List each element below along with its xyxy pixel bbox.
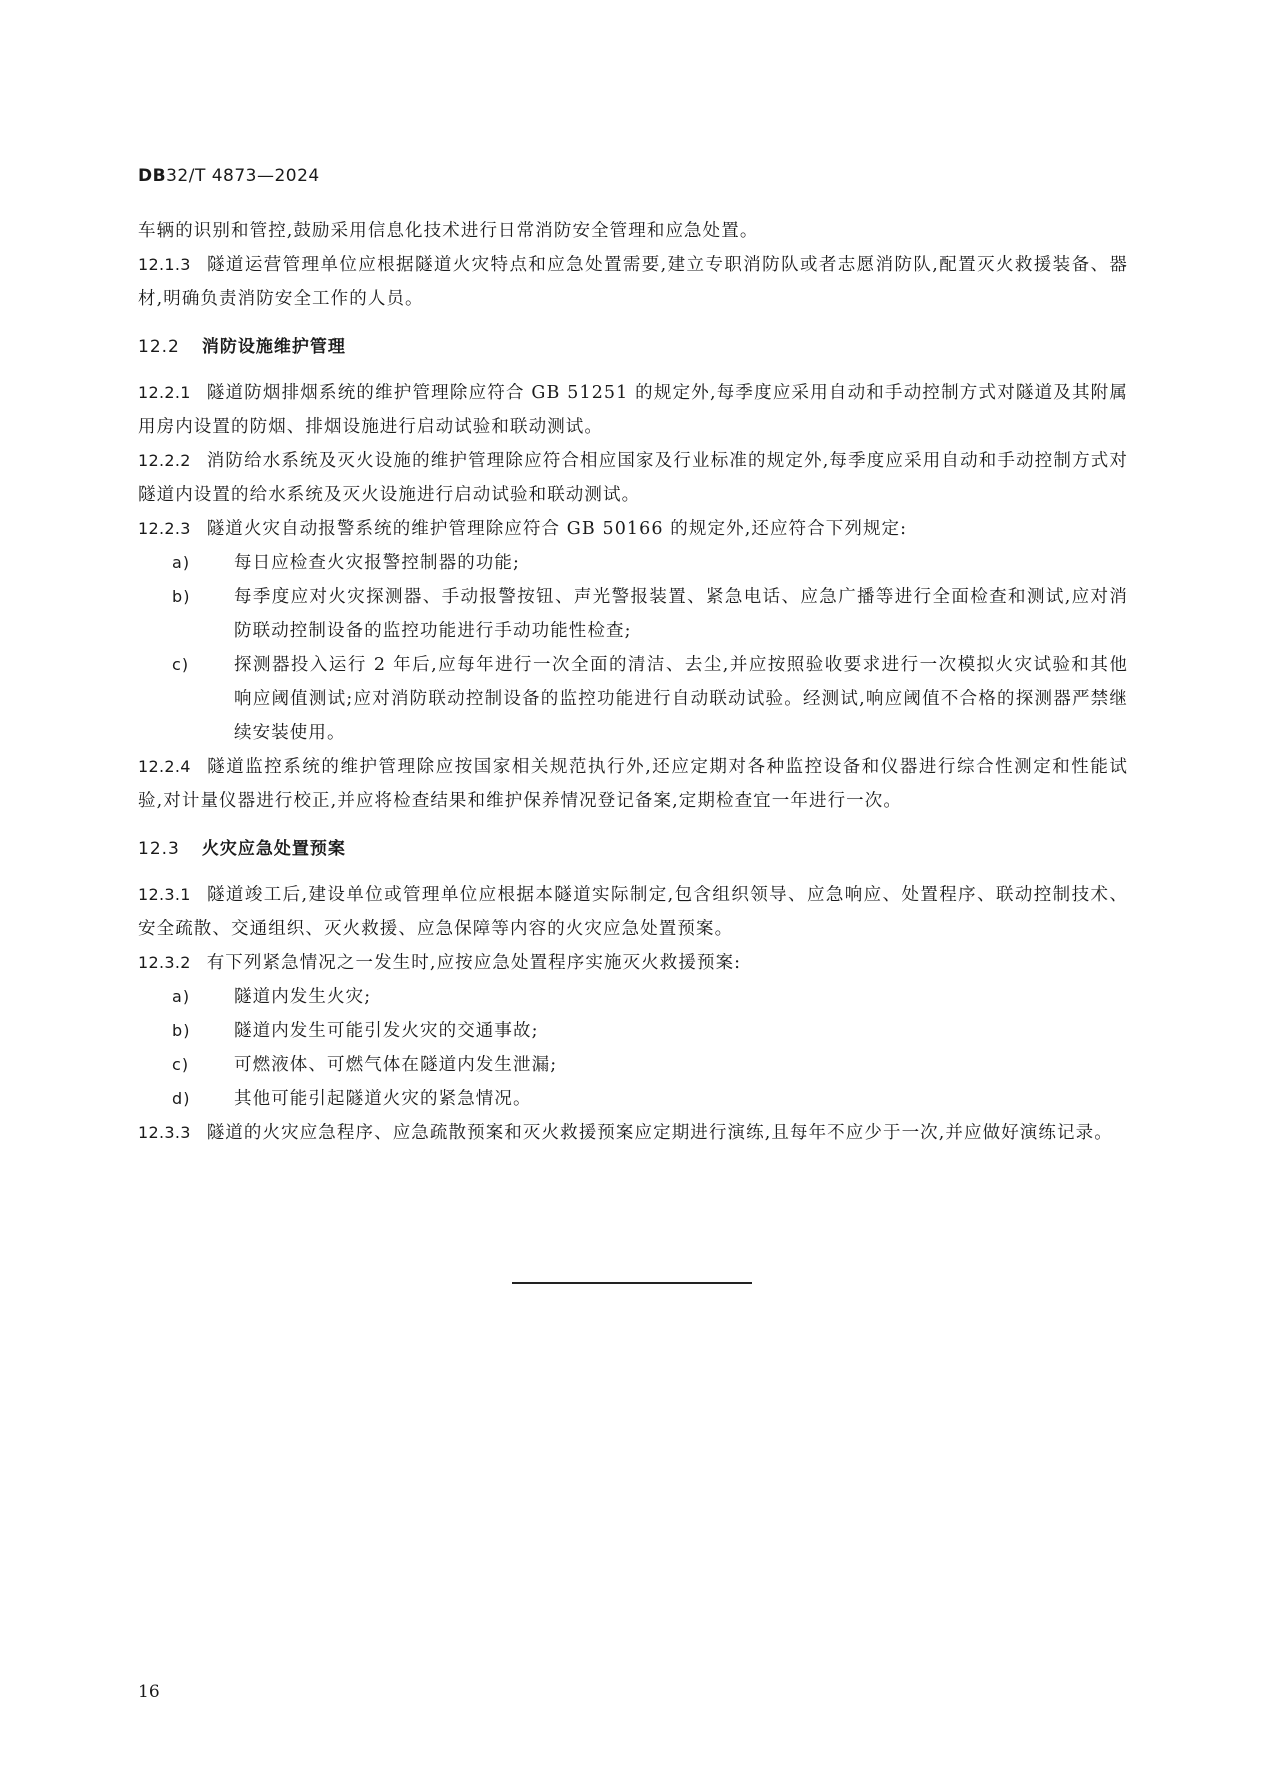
clause-number: 12.1.3 xyxy=(138,255,191,274)
clause-text: 消防给水系统及灭火设施的维护管理除应符合相应国家及行业标准的规定外,每季度应采用自动和手动控制方式对隧道内设置的给水系统及灭火设施进行启动试验和联动测试。 xyxy=(138,451,1128,505)
section-number: 12.2 xyxy=(138,337,180,357)
clause-text: 隧道的火灾应急程序、应急疏散预案和灭火救援预案应定期进行演练,且每年不应少于一次,并应做好演练记录。 xyxy=(206,1123,1113,1143)
list-marker: b) xyxy=(172,587,191,606)
list-marker: c) xyxy=(172,1055,190,1074)
document-body xyxy=(138,214,1128,1150)
list-item xyxy=(138,980,1128,1014)
clause-12-3-3 xyxy=(138,1116,1128,1150)
clause-12-2-1 xyxy=(138,376,1128,444)
clause-12-2-4 xyxy=(138,750,1128,818)
clause-text: 隧道竣工后,建设单位或管理单位应根据本隧道实际制定,包含组织领导、应急响应、处置程序、联动控制技术、安全疏散、交通组织、灭火救援、应急保障等内容的火灾应急处置预案。 xyxy=(138,885,1128,939)
clause-number: 12.3.1 xyxy=(138,885,191,904)
page-number: 16 xyxy=(138,1682,160,1702)
clause-number: 12.2.4 xyxy=(138,757,191,776)
list-item xyxy=(138,546,1128,580)
end-of-document-rule xyxy=(512,1282,752,1284)
clause-number: 12.3.3 xyxy=(138,1123,191,1142)
list-item xyxy=(138,648,1128,750)
section-heading-12-3 xyxy=(138,832,1128,866)
section-title: 火灾应急处置预案 xyxy=(201,839,346,859)
clause-text: 隧道运营管理单位应根据隧道火灾特点和应急处置需要,建立专职消防队或者志愿消防队,配置灭火救援装备、器材,明确负责消防安全工作的人员。 xyxy=(138,255,1128,309)
list-item-text: 可燃液体、可燃气体在隧道内发生泄漏; xyxy=(234,1055,558,1075)
list-item xyxy=(138,1014,1128,1048)
list-marker: a) xyxy=(172,987,191,1006)
list-item-text: 隧道内发生火灾; xyxy=(234,987,372,1007)
section-title: 消防设施维护管理 xyxy=(201,337,346,357)
list-marker: c) xyxy=(172,655,190,674)
clause-12-2-3 xyxy=(138,512,1128,546)
clause-text: 隧道防烟排烟系统的维护管理除应符合 GB 51251 的规定外,每季度应采用自动和手动控制方式对隧道及其附属用房内设置的防烟、排烟设施进行启动试验和联动测试。 xyxy=(138,383,1128,437)
standard-code-header xyxy=(138,166,320,186)
list-item-text: 每日应检查火灾报警控制器的功能; xyxy=(234,553,520,573)
clause-12-3-2 xyxy=(138,946,1128,980)
clause-number: 12.2.3 xyxy=(138,519,191,538)
clause-number: 12.2.1 xyxy=(138,383,191,402)
list-item xyxy=(138,1048,1128,1082)
clause-text: 有下列紧急情况之一发生时,应按应急处置程序实施灭火救援预案: xyxy=(206,953,742,973)
section-number: 12.3 xyxy=(138,839,180,859)
list-item-text: 隧道内发生可能引发火灾的交通事故; xyxy=(234,1021,539,1041)
list-item xyxy=(138,580,1128,648)
section-heading-12-2 xyxy=(138,330,1128,364)
list-marker: d) xyxy=(172,1089,191,1108)
list-item-text: 每季度应对火灾探测器、手动报警按钮、声光警报装置、紧急电话、应急广播等进行全面检查和测试,应对消防联动控制设备的监控功能进行手动功能性检查; xyxy=(234,587,1128,641)
clause-text: 隧道火灾自动报警系统的维护管理除应符合 GB 50166 的规定外,还应符合下列规定: xyxy=(206,519,908,539)
clause-12-2-2 xyxy=(138,444,1128,512)
clause-12-1-3 xyxy=(138,248,1128,316)
list-item-text: 探测器投入运行 2 年后,应每年进行一次全面的清洁、去尘,并应按照验收要求进行一次模拟火灾试验和其他响应阈值测试;应对消防联动控制设备的监控功能进行自动联动试验。经测试,响应阈值不合格的探测器严禁继续安装使用。 xyxy=(234,655,1128,743)
list-marker: b) xyxy=(172,1021,191,1040)
header-code-prefix: DB xyxy=(138,166,167,186)
continued-paragraph: 车辆的识别和管控,鼓励采用信息化技术进行日常消防安全管理和应急处置。 xyxy=(138,221,759,241)
header-code-number: 32/T 4873—2024 xyxy=(166,166,320,186)
clause-text: 隧道监控系统的维护管理除应按国家相关规范执行外,还应定期对各种监控设备和仪器进行综合性测定和性能试验,对计量仪器进行校正,并应将检查结果和维护保养情况登记备案,定期检查宜一年进行一次。 xyxy=(138,757,1128,811)
clause-number: 12.3.2 xyxy=(138,953,191,972)
list-marker: a) xyxy=(172,553,191,572)
list-item xyxy=(138,1082,1128,1116)
clause-12-3-1 xyxy=(138,878,1128,946)
clause-number: 12.2.2 xyxy=(138,451,191,470)
list-item-text: 其他可能引起隧道火灾的紧急情况。 xyxy=(234,1089,532,1109)
